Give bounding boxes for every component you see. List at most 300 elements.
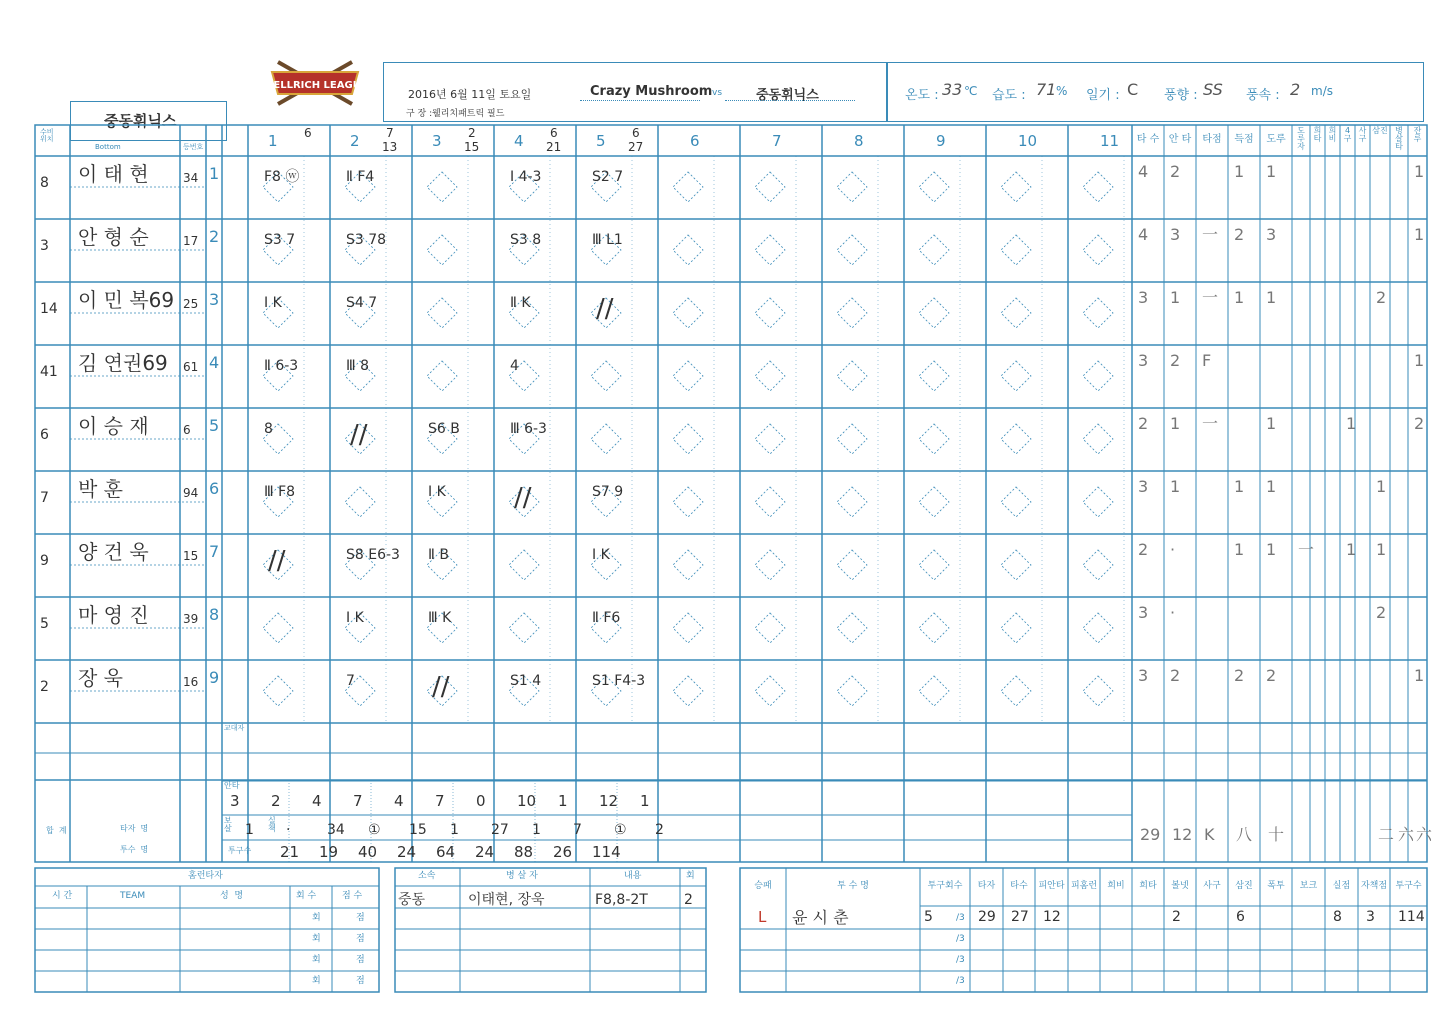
batter-stat: 1 <box>1266 540 1277 559</box>
batter-name: 안 형 순 <box>78 225 149 249</box>
run-unit: 점 <box>356 934 365 944</box>
hits-label: 안타 <box>224 781 240 790</box>
batter-stat: 2 <box>1234 225 1245 244</box>
batter-stat: 一 <box>1202 414 1219 433</box>
base-diamond <box>919 676 949 706</box>
pitching-header: 투구수 <box>1395 881 1422 891</box>
stat-header: 사구 <box>1358 126 1367 143</box>
double-play-header: 병 살 자 <box>506 871 538 881</box>
pitch-count: 21 <box>280 843 300 861</box>
batter-stat: 一 <box>1202 225 1219 244</box>
stat-total: 12 <box>1172 825 1193 844</box>
base-diamond <box>673 361 703 391</box>
play-notation: F8 ⓦ <box>264 169 300 185</box>
wind-unit: m/s <box>1311 84 1333 98</box>
third-inning: /3 <box>956 913 965 923</box>
batter-position: 8 <box>40 175 49 191</box>
homerun-title: 홈런타자 <box>188 871 223 881</box>
batter-position: 2 <box>40 679 49 695</box>
batter-stat: 2 <box>1234 666 1245 685</box>
stat-total: 二 <box>1378 825 1395 844</box>
base-diamond <box>1083 235 1113 265</box>
batter-number: 25 <box>183 297 199 311</box>
batter-stat: 1 <box>1346 540 1357 559</box>
batter-position: 14 <box>40 301 58 317</box>
pitching-header: 투구회수 <box>927 881 963 891</box>
base-diamond <box>1001 676 1031 706</box>
stat-header: 득점 <box>1234 134 1254 145</box>
pitch-stat-er: 3 <box>1366 909 1375 925</box>
batting-order: 3 <box>209 290 220 309</box>
batter-stat: 3 <box>1266 225 1277 244</box>
inning-number-10: 10 <box>1018 132 1038 150</box>
stat-header: 잔루 <box>1413 126 1422 143</box>
pitch-stat-batters: 29 <box>978 909 996 925</box>
batter-stat: 一 <box>1298 540 1315 559</box>
batter-stat: 1 <box>1414 351 1425 370</box>
pitching-header: 투 수 명 <box>837 881 869 891</box>
batter-number: 61 <box>183 360 199 374</box>
play-notation: 4 <box>510 358 519 374</box>
base-diamond <box>673 235 703 265</box>
hits-total: 1 <box>558 792 568 810</box>
stat-total: 29 <box>1140 825 1161 844</box>
walk-slashes: // <box>268 546 286 576</box>
batter-number: 94 <box>183 486 199 500</box>
batter-stat: 1 <box>1414 225 1425 244</box>
third-inning: /3 <box>956 934 965 944</box>
batter-stat: 1 <box>1234 540 1245 559</box>
batter-stat: 1 <box>1414 162 1425 181</box>
pitch-count: 114 <box>592 843 621 861</box>
batter-stat: 1 <box>1266 477 1277 496</box>
play-notation: Ⅲ 8 <box>346 358 370 374</box>
batter-stat: 1 <box>1170 477 1181 496</box>
batting-order: 2 <box>209 227 220 246</box>
base-diamond <box>1001 172 1031 202</box>
batter-number: 17 <box>183 234 199 248</box>
batter-position: 5 <box>40 616 49 632</box>
walk-error-total: ① <box>368 822 381 838</box>
batter-name: 이 태 현 <box>78 162 149 186</box>
batter-stat: 3 <box>1138 288 1149 307</box>
play-notation: S2 7 <box>592 169 624 185</box>
dp-content: F8,8-2T <box>595 892 648 908</box>
humidity-label: 습도 : <box>992 88 1026 103</box>
base-diamond <box>919 361 949 391</box>
inning-note-bottom: 27 <box>628 140 644 154</box>
batter-stat: 4 <box>1138 225 1149 244</box>
stat-total: 六 <box>1416 825 1433 844</box>
base-diamond <box>1083 424 1113 454</box>
double-play-header: 내용 <box>624 871 642 881</box>
batter-stat: 3 <box>1170 225 1181 244</box>
base-diamond <box>427 361 457 391</box>
pitching-header: 희비 <box>1107 881 1125 891</box>
number-header: 등번호 <box>183 143 204 151</box>
homerun-header: 성 명 <box>220 891 244 901</box>
batter-stat: 1 <box>1266 162 1277 181</box>
base-diamond <box>755 361 785 391</box>
base-diamond <box>755 235 785 265</box>
batter-stat: 2 <box>1376 603 1387 622</box>
inning-number-1: 1 <box>268 132 278 150</box>
inning-number-4: 4 <box>514 132 524 150</box>
dp-inning: 2 <box>684 892 693 908</box>
wind-dir-value: SS <box>1203 80 1223 99</box>
base-diamond <box>673 424 703 454</box>
base-diamond <box>837 487 867 517</box>
temp-unit: ℃ <box>964 84 978 98</box>
inning-note-top: 6 <box>632 126 640 140</box>
pitch-count: 24 <box>397 843 417 861</box>
humidity-value: 71 <box>1036 80 1057 99</box>
stat-header: 도루자 <box>1297 126 1305 151</box>
hits-total: 7 <box>353 792 363 810</box>
batter-stat: 3 <box>1138 351 1149 370</box>
inning-number-11: 11 <box>1100 132 1120 150</box>
pitch-count: 26 <box>553 843 573 861</box>
batter-position: 3 <box>40 238 49 254</box>
batter-stat: 4 <box>1138 162 1149 181</box>
base-diamond <box>1083 487 1113 517</box>
home-team: 중동휘닉스 <box>756 88 819 103</box>
base-diamond <box>1001 550 1031 580</box>
base-diamond <box>919 487 949 517</box>
batter-stat: 1 <box>1376 477 1387 496</box>
hits-total: 7 <box>435 792 445 810</box>
base-diamond <box>755 172 785 202</box>
batter-position: 6 <box>40 427 49 443</box>
stat-header: 병살타 <box>1395 126 1403 151</box>
base-diamond <box>673 550 703 580</box>
stat-header: 희비 <box>1328 126 1337 143</box>
total-label: 합 계 <box>46 826 67 835</box>
base-diamond <box>509 613 539 643</box>
base-diamond <box>1001 298 1031 328</box>
stat-header: 삼진 <box>1372 126 1388 135</box>
pitching-header: 타수 <box>1010 881 1028 891</box>
batter-stat: 1 <box>1376 540 1387 559</box>
inning-note-top: 7 <box>386 126 394 140</box>
play-notation: S8 E6-3 <box>346 547 400 563</box>
batter-stat: 2 <box>1266 666 1277 685</box>
batter-stat: 2 <box>1138 414 1149 433</box>
batter-number: 39 <box>183 612 199 626</box>
substitution-label: 교대자 <box>224 724 245 732</box>
batting-order: 6 <box>209 479 220 498</box>
inning-number-6: 6 <box>690 132 700 150</box>
svg-text:WELLRICH LEAGUE: WELLRICH LEAGUE <box>262 80 368 91</box>
pitching-header: 피홈런 <box>1070 881 1098 891</box>
hits-total: 2 <box>271 792 281 810</box>
batter-stat: F <box>1202 351 1212 370</box>
hits-total: 3 <box>230 792 240 810</box>
batter-stat: 2 <box>1376 288 1387 307</box>
base-diamond <box>755 424 785 454</box>
batter-stat: 2 <box>1414 414 1425 433</box>
inning-number-7: 7 <box>772 132 782 150</box>
error-label: 실 책 <box>268 816 276 833</box>
play-notation: Ⅱ B <box>428 547 449 563</box>
play-notation: Ⅱ F4 <box>346 169 375 185</box>
pitching-header: 볼넷 <box>1171 881 1189 891</box>
batting-order: 4 <box>209 353 220 372</box>
batting-order: 7 <box>209 542 220 561</box>
pitcher-name: 윤 시 춘 <box>792 908 849 927</box>
play-notation: S4 7 <box>346 295 378 311</box>
pitching-header: 삼진 <box>1235 881 1253 891</box>
homerun-header: TEAM <box>120 891 146 901</box>
play-notation: S3 8 <box>510 232 542 248</box>
hits-total: 1 <box>640 792 650 810</box>
run-unit: 점 <box>356 976 365 986</box>
base-diamond <box>263 613 293 643</box>
inning-unit: 회 <box>312 934 321 944</box>
batters-label: 타자 명 <box>120 824 149 833</box>
wind-dir-label: 풍향 : <box>1164 88 1198 103</box>
batter-stat: 3 <box>1138 666 1149 685</box>
base-diamond <box>837 298 867 328</box>
base-diamond <box>673 172 703 202</box>
hits-total: 10 <box>517 792 537 810</box>
base-diamond <box>673 676 703 706</box>
pitching-header: 승패 <box>754 881 772 891</box>
sky-value: C <box>1127 80 1139 99</box>
batter-stat: 2 <box>1138 540 1149 559</box>
play-notation: Ⅰ K <box>346 610 364 626</box>
pitching-header: 자책점 <box>1360 881 1388 891</box>
stat-header: 안 타 <box>1168 134 1192 145</box>
batter-stat: 2 <box>1170 162 1181 181</box>
batter-stat: 1 <box>1170 288 1181 307</box>
inning-note-top: 6 <box>550 126 558 140</box>
base-diamond <box>427 172 457 202</box>
play-notation: Ⅲ F8 <box>264 484 296 500</box>
inning-number-3: 3 <box>432 132 442 150</box>
stat-header: 희타 <box>1313 126 1322 143</box>
double-play-header: 소속 <box>418 871 436 881</box>
stat-header: 타 수 <box>1136 134 1160 145</box>
stat-header: 도루 <box>1266 134 1286 145</box>
play-notation: S1 F4-3 <box>592 673 646 689</box>
pitching-header: 실점 <box>1332 881 1351 891</box>
batting-order: 9 <box>209 668 220 687</box>
base-diamond <box>673 298 703 328</box>
play-notation: 8 <box>264 421 273 437</box>
stadium-name: 웰리치패트릭 필드 <box>432 109 505 119</box>
base-diamond <box>1001 487 1031 517</box>
pitch-stat-so: 6 <box>1236 909 1245 925</box>
temp-value: 33 <box>942 80 963 99</box>
pitch-count: 19 <box>319 843 339 861</box>
pitchers-label: 투수 명 <box>120 845 149 854</box>
base-diamond <box>919 172 949 202</box>
pitch-stat-pitches: 114 <box>1398 909 1425 925</box>
hits-total: 4 <box>312 792 322 810</box>
pitch-stat-ab: 27 <box>1011 909 1029 925</box>
batting-order: 1 <box>209 164 220 183</box>
batter-name: 이 민 복69 <box>78 288 175 312</box>
wind-speed-label: 풍속 : <box>1246 88 1280 103</box>
vs-label: vs <box>712 88 723 98</box>
base-diamond <box>1083 172 1113 202</box>
inning-note-top: 6 <box>304 126 312 140</box>
base-diamond <box>755 298 785 328</box>
play-notation: Ⅲ K <box>428 610 452 626</box>
third-inning: /3 <box>956 955 965 965</box>
double-play-header: 회 <box>686 871 695 881</box>
base-diamond <box>837 235 867 265</box>
base-diamond <box>837 550 867 580</box>
play-notation: Ⅲ L1 <box>592 232 623 248</box>
humidity-unit: % <box>1056 84 1068 98</box>
base-diamond <box>755 613 785 643</box>
batter-name: 장 욱 <box>78 666 123 690</box>
inning-unit: 회 <box>312 955 321 965</box>
pitch-result: L <box>758 908 767 926</box>
away-team: Crazy Mushroom <box>590 84 713 99</box>
pitching-header: 피안타 <box>1038 881 1065 891</box>
base-diamond <box>1001 361 1031 391</box>
walk-slashes: // <box>514 483 532 513</box>
inning-note-bottom: 13 <box>382 140 398 154</box>
stat-total: 十 <box>1268 825 1285 844</box>
play-notation: Ⅲ 6-3 <box>510 421 547 437</box>
batter-stat: · <box>1170 603 1176 622</box>
base-diamond <box>1083 676 1113 706</box>
third-inning: /3 <box>956 976 965 986</box>
base-diamond <box>591 361 621 391</box>
walk-error-total: 15 <box>409 822 427 838</box>
play-notation: 7 <box>346 673 355 689</box>
batter-stat: 1 <box>1170 414 1181 433</box>
pitching-header: 타자 <box>977 881 996 891</box>
walk-error-total: 1 <box>245 822 254 838</box>
batter-number: 34 <box>183 171 199 185</box>
base-diamond <box>509 550 539 580</box>
batter-name: 양 건 욱 <box>78 540 149 564</box>
stat-header: 타점 <box>1202 134 1222 145</box>
hits-total: 12 <box>599 792 619 810</box>
base-diamond <box>1083 550 1113 580</box>
wind-speed-value: 2 <box>1290 80 1301 99</box>
base-diamond <box>837 613 867 643</box>
hits-total: 4 <box>394 792 404 810</box>
batter-stat: 2 <box>1170 666 1181 685</box>
base-diamond <box>427 298 457 328</box>
base-diamond <box>1083 298 1113 328</box>
play-notation: Ⅱ F6 <box>592 610 621 626</box>
inning-number-8: 8 <box>854 132 864 150</box>
batting-order: 5 <box>209 416 220 435</box>
pitch-stat-hits: 12 <box>1043 909 1061 925</box>
play-notation: Ⅰ K <box>428 484 446 500</box>
batter-stat: 2 <box>1170 351 1181 370</box>
inning-number-2: 2 <box>350 132 360 150</box>
play-notation: Ⅱ K <box>510 295 531 311</box>
walk-error-total: 7 <box>573 822 582 838</box>
batter-position: 41 <box>40 364 58 380</box>
base-diamond <box>755 487 785 517</box>
batter-stat: 1 <box>1234 288 1245 307</box>
base-diamond <box>837 424 867 454</box>
stadium-label: 구 장 : <box>406 109 433 119</box>
play-notation: S3 7 <box>264 232 296 248</box>
base-diamond <box>427 235 457 265</box>
pitching-header: 폭투 <box>1267 881 1285 891</box>
base-diamond <box>1083 361 1113 391</box>
batter-name: 박 훈 <box>78 477 123 501</box>
stat-total: K <box>1204 825 1215 844</box>
base-diamond <box>345 487 375 517</box>
play-notation: S7 9 <box>592 484 624 500</box>
walk-error-total: · <box>286 822 291 838</box>
dp-team: 중동 <box>398 892 426 908</box>
batter-stat: 3 <box>1138 603 1149 622</box>
pitch-label: 투구수 <box>228 846 252 855</box>
temp-label: 온도 : <box>905 88 939 103</box>
base-diamond <box>1001 613 1031 643</box>
base-diamond <box>263 676 293 706</box>
team-box-name: 중동휘닉스 <box>104 112 177 130</box>
base-diamond <box>837 361 867 391</box>
play-notation: Ⅰ K <box>264 295 282 311</box>
dp-players: 이태현, 장욱 <box>468 892 545 908</box>
base-diamond <box>673 613 703 643</box>
homerun-header: 시 간 <box>52 891 73 901</box>
pitch-count: 88 <box>514 843 534 861</box>
inning-note-bottom: 15 <box>464 140 480 154</box>
base-diamond <box>919 424 949 454</box>
inning-note-top: 2 <box>468 126 476 140</box>
base-diamond <box>919 550 949 580</box>
walk-error-total: 1 <box>450 822 459 838</box>
walk-error-total: 27 <box>491 822 509 838</box>
homerun-header: 점 수 <box>342 891 363 901</box>
batting-order: 8 <box>209 605 220 624</box>
inning-unit: 회 <box>312 976 321 986</box>
base-diamond <box>837 676 867 706</box>
batter-stat: 1 <box>1234 477 1245 496</box>
batter-stat: 3 <box>1138 477 1149 496</box>
pitch-count: 64 <box>436 843 456 861</box>
base-diamond <box>755 550 785 580</box>
walk-label: 보 살 <box>224 816 232 833</box>
batter-position: 9 <box>40 553 49 569</box>
base-diamond <box>673 487 703 517</box>
play-notation: Ⅱ 6-3 <box>264 358 299 374</box>
base-diamond <box>837 172 867 202</box>
position-header: 수비 위치 <box>40 128 54 143</box>
sky-label: 일기 : <box>1086 88 1120 103</box>
base-diamond <box>1001 424 1031 454</box>
inning-number-5: 5 <box>596 132 606 150</box>
play-notation: Ⅰ 4-3 <box>510 169 542 185</box>
walk-error-total: 1 <box>532 822 541 838</box>
inning-number-9: 9 <box>936 132 946 150</box>
base-diamond <box>591 424 621 454</box>
batter-number: 16 <box>183 675 199 689</box>
hits-total: 0 <box>476 792 486 810</box>
run-unit: 점 <box>356 913 365 923</box>
batter-stat: 1 <box>1346 414 1357 433</box>
walk-slashes: // <box>432 672 450 702</box>
run-unit: 점 <box>356 955 365 965</box>
batter-number: 6 <box>183 423 191 437</box>
play-notation: S6 B <box>428 421 460 437</box>
inning-note-bottom: 21 <box>546 140 562 154</box>
